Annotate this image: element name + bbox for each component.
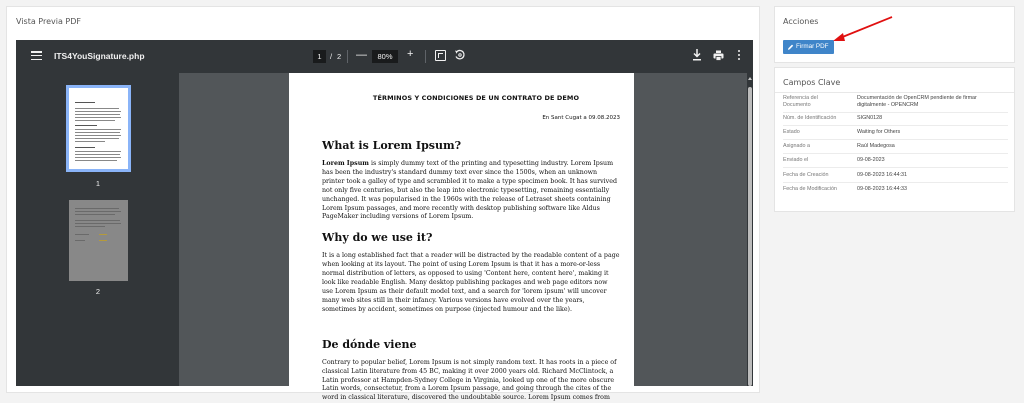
field-label: Estado xyxy=(783,129,800,135)
divider xyxy=(783,125,1008,126)
thumbnail-page-1[interactable] xyxy=(69,88,128,169)
rotate-icon[interactable] xyxy=(454,49,466,61)
download-icon[interactable] xyxy=(692,49,702,61)
actions-title: Acciones xyxy=(783,17,819,26)
field-value: Raúl Madegosa xyxy=(857,143,895,149)
divider xyxy=(783,182,1008,183)
pencil-icon xyxy=(787,43,794,51)
thumbnail-label: 1 xyxy=(95,179,101,188)
pdf-page xyxy=(289,73,634,402)
actions-card xyxy=(774,6,1015,63)
toolbar-divider xyxy=(347,50,348,63)
field-value: 09-08-2023 16:44:31 xyxy=(857,172,908,178)
divider xyxy=(783,112,1008,113)
divider xyxy=(783,167,1008,168)
section-title: De dónde viene xyxy=(322,337,417,351)
field-label: Referencia del Documento xyxy=(783,95,818,108)
zoom-input[interactable]: 80% xyxy=(372,50,398,63)
section-paragraph xyxy=(322,160,620,222)
pdf-viewer xyxy=(16,40,753,402)
field-value: 09-08-2023 xyxy=(857,157,885,163)
scrollbar-thumb[interactable] xyxy=(748,87,752,386)
scroll-up-icon[interactable] xyxy=(748,77,752,80)
sign-pdf-button[interactable] xyxy=(783,40,834,54)
zoom-out-button[interactable]: — xyxy=(356,49,367,61)
zoom-in-button[interactable]: + xyxy=(407,48,414,60)
thumbnail-page-2[interactable] xyxy=(69,200,128,281)
divider xyxy=(775,92,1014,93)
section-paragraph: It is a long established fact that a reader will be distracted by the readable content of a page when looking at its layout. The point of using Lorem Ipsum is that it has a more-or-less normal distribution of letters, as opposed to using 'Content here, content here', making it look like readable English. Many desktop publishing packages and web page editors now use Lorem Ipsum as their default model text, and a search for 'lorem ipsum' will uncover many web sites still in their infancy. Various versions have evolved over the years, sometimes by accident, sometimes on purpose (injected humour and the like). xyxy=(322,252,620,313)
field-value: Waiting for Others xyxy=(857,129,901,135)
field-value: SIGN0128 xyxy=(857,115,883,121)
field-label: Núm. de Identificación xyxy=(783,115,837,121)
thumbnail-label: 2 xyxy=(95,287,101,296)
divider xyxy=(783,139,1008,140)
field-value: Documentación de OpenCRM pendiente de firmar digitalmente - OPENCRM xyxy=(857,95,977,108)
document-heading: TÉRMINOS Y CONDICIONES DE UN CONTRATO DE DEMO xyxy=(372,94,580,102)
divider xyxy=(783,153,1008,154)
page-separator: / xyxy=(330,52,333,61)
section-paragraph: Contrary to popular belief, Lorem Ipsum is not simply random text. It has roots in a piece of classical Latin literature from 45 BC, making it over 2000 years old. Richard McClintock, a Latin professor at Hampden-Sydney College in Virginia, looked up one of the more obscure Latin words, consectetur, from a Lorem Ipsum passage, and going through the cites of the word in classical literature, discovered the undoubtable source. Lorem Ipsum comes from xyxy=(322,358,617,402)
more-options-icon[interactable] xyxy=(738,50,742,62)
pdf-toolbar xyxy=(16,40,753,73)
section-title: What is Lorem Ipsum? xyxy=(322,139,462,152)
menu-icon[interactable] xyxy=(31,51,42,62)
key-fields-card xyxy=(774,67,1015,212)
pdf-preview-panel xyxy=(6,6,760,402)
total-pages: 2 xyxy=(337,52,342,61)
field-label: Enviado el xyxy=(783,157,809,163)
print-icon[interactable] xyxy=(713,50,724,61)
key-fields-title: Campos Clave xyxy=(783,78,841,87)
paragraph-text: is simply dummy text of the printing and typesetting industry. Lorem Ipsum has been the industry's standard dummy text ever since the 1500s, when an unknown printer took a galley of type and scrambled it to make a type specimen book. It has survived not only five centuries, but also the leap into electronic typesetting, remaining essentially unchanged. It was popularised in the 1960s with the release of Letraset sheets containing Lorem Ipsum passages, and more recently with desktop publishing software like Aldus PageMaker including versions of Lorem Ipsum. xyxy=(322,160,617,221)
page-number-input[interactable]: 1 xyxy=(313,50,326,63)
field-value: 09-08-2023 16:44:33 xyxy=(857,186,908,192)
file-name: ITS4YouSignature.php xyxy=(54,51,145,61)
toolbar-divider xyxy=(425,50,426,63)
sign-pdf-label: Firmar PDF xyxy=(796,43,829,50)
document-canvas xyxy=(179,73,753,402)
panel-title: Vista Previa PDF xyxy=(16,17,81,26)
scrollbar[interactable] xyxy=(747,73,753,386)
field-label: Asignado a xyxy=(783,143,810,149)
fit-page-icon[interactable] xyxy=(435,50,446,61)
section-title: Why do we use it? xyxy=(322,231,433,245)
document-date: En Sant Cugat a 09.08.2023 xyxy=(542,115,620,121)
field-label: Fecha de Creación xyxy=(783,172,829,178)
field-label: Fecha de Modificación xyxy=(783,186,837,192)
thumbnail-sidebar xyxy=(16,73,179,386)
lead-text: Lorem Ipsum xyxy=(322,160,369,167)
